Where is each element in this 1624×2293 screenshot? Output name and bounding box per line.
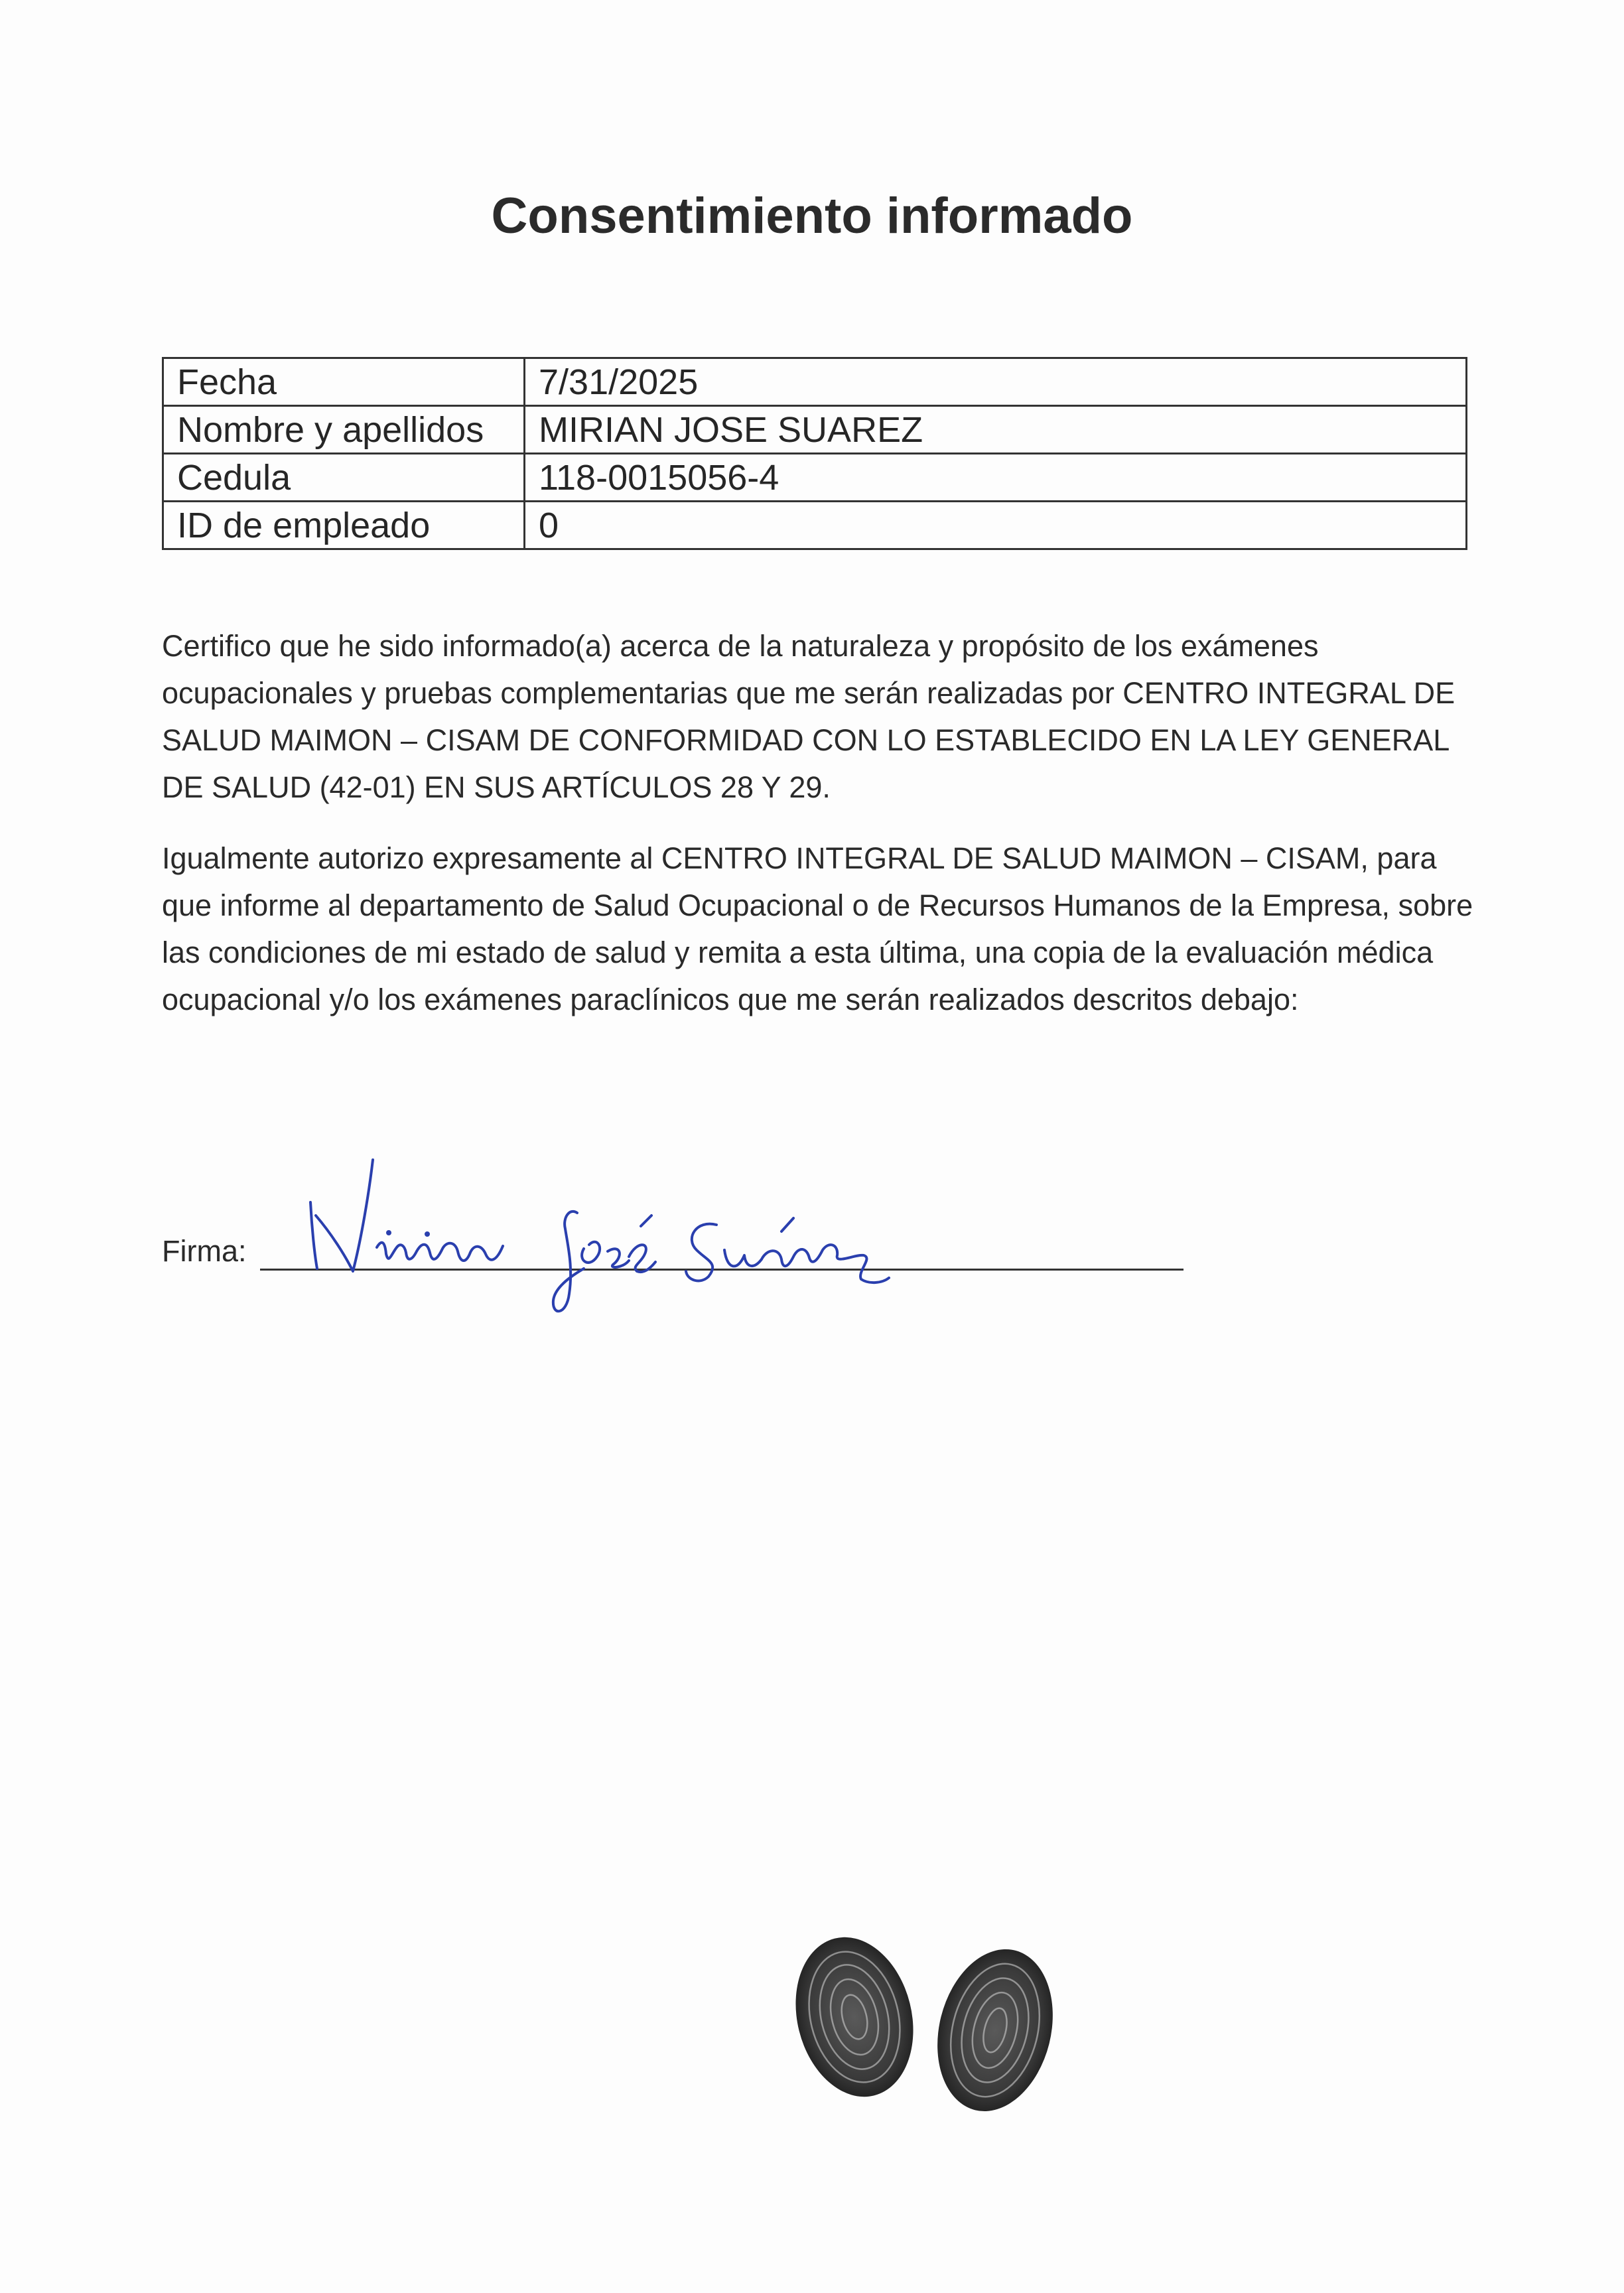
personal-info-table: [162, 357, 1467, 550]
table-row-fecha: [163, 358, 1467, 406]
authorization-paragraph: Igualmente autorizo expresamente al CENTRO INTEGRAL DE SALUD MAIMON – CISAM, para que informe al departamento de Salud Ocupacional o de Recursos Humanos de la Empresa, sobre las condiciones de mi estado de salud y remita a esta última, una copia de la evaluación médica ocupacional y/o los exámenes paraclínicos que me serán realizados descritos debajo:: [162, 841, 1473, 1016]
page-title: Consentimiento informado: [491, 188, 1133, 244]
field-value-cedula: 118-0015056-4: [525, 454, 1467, 502]
certification-paragraph: Certifico que he sido informado(a) acerca de la naturaleza y propósito de los exámenes ocupacionales y pruebas complementarias que me serán realizadas por CENTRO INTEGRAL DE SALUD MAIMON – CISAM DE CONFORMIDAD CON LO ESTABLECIDO EN LA LEY GENERAL DE SALUD (42-01) EN SUS ARTÍCULOS 28 Y 29.: [162, 629, 1455, 804]
table-row-cedula: [163, 454, 1467, 502]
field-label: Fecha: [163, 358, 525, 406]
table-row-nombre: [163, 406, 1467, 454]
field-label: ID de empleado: [163, 502, 525, 549]
fingerprints-icon: [763, 1917, 1081, 2136]
field-value-nombre: MIRIAN JOSE SUAREZ: [525, 406, 1467, 454]
table-row-id-empleado: [163, 502, 1467, 549]
field-label: Nombre y apellidos: [163, 406, 525, 454]
signature-label: Firma:: [162, 1234, 247, 1268]
handwritten-signature-icon: [292, 1141, 942, 1320]
field-label: Cedula: [163, 454, 525, 502]
field-value-id-empleado: 0: [525, 502, 1467, 549]
field-value-fecha: 7/31/2025: [525, 358, 1467, 406]
